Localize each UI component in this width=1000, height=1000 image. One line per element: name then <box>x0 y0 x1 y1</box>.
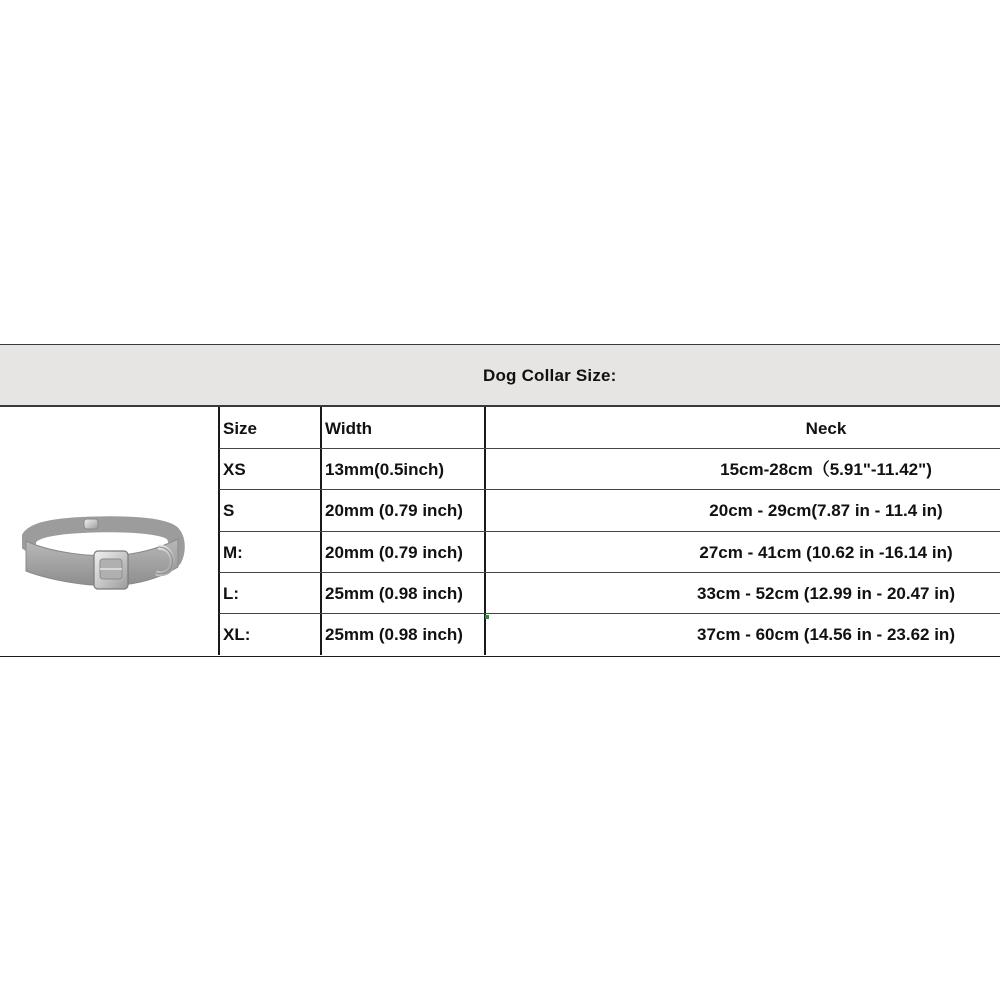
size-cell: XL: <box>223 625 251 644</box>
row-divider <box>219 489 1000 490</box>
neck-cell: 20cm - 29cm(7.87 in - 11.4 in) <box>709 501 943 520</box>
neck-cell: 27cm - 41cm (10.62 in -16.14 in) <box>699 543 953 562</box>
size-cell: L: <box>223 584 240 603</box>
row-divider <box>219 531 1000 532</box>
stray-mark <box>485 615 489 619</box>
width-cell: 25mm (0.98 inch) <box>325 625 463 644</box>
neck-cell: 37cm - 60cm (14.56 in - 23.62 in) <box>697 625 955 644</box>
size-cell: S <box>223 501 235 520</box>
width-cell: 13mm(0.5inch) <box>325 460 445 479</box>
width-cell: 20mm (0.79 inch) <box>325 501 463 520</box>
row-divider <box>219 448 1000 449</box>
size-cell: XS <box>223 460 246 479</box>
title-band <box>0 344 1000 407</box>
row-divider <box>219 613 1000 614</box>
neck-cell: 15cm-28cm（5.91"-11.42") <box>720 460 932 479</box>
size-cell: M: <box>223 543 243 562</box>
width-cell: 25mm (0.98 inch) <box>325 584 463 603</box>
neck-cell: 33cm - 52cm (12.99 in - 20.47 in) <box>697 584 955 603</box>
width-cell: 20mm (0.79 inch) <box>325 543 463 562</box>
row-divider <box>219 572 1000 573</box>
header-width: Width <box>325 419 373 438</box>
dog-collar-icon <box>22 459 202 599</box>
header-neck: Neck <box>805 419 847 438</box>
header-size: Size <box>223 419 258 438</box>
chart-title: Dog Collar Size: <box>483 366 617 385</box>
